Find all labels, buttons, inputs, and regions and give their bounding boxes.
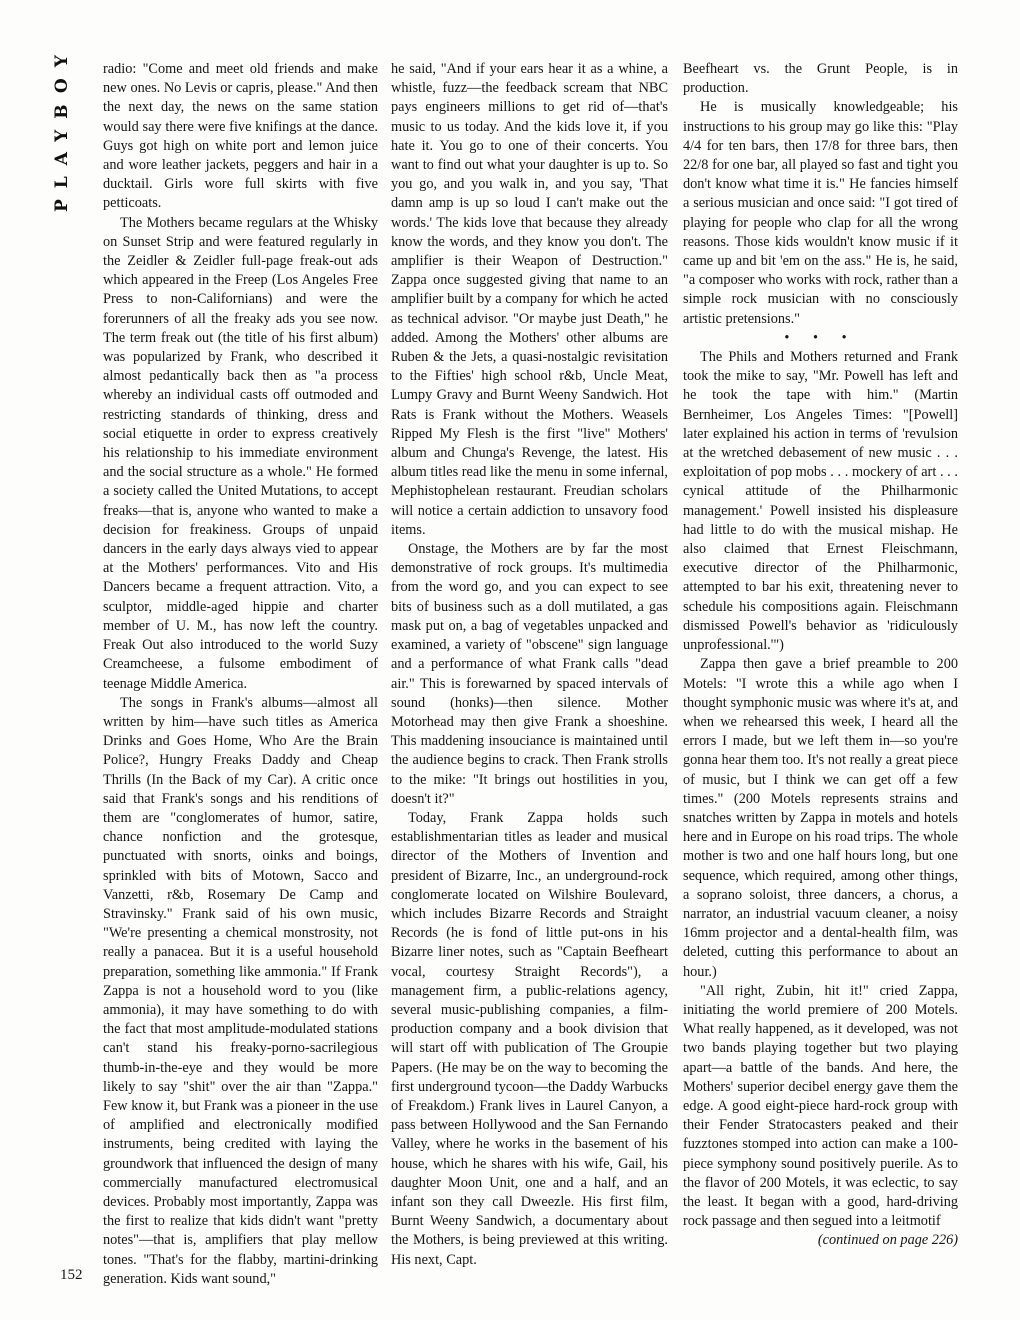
paragraph: Beefheart vs. the Grunt People, is in production. (683, 61, 958, 97)
masthead-vertical (52, 44, 76, 212)
text-column-3 (683, 60, 958, 1251)
masthead-text: PLAYBOY (52, 44, 72, 212)
paragraph: He is musically knowledgeable; his instructions to his group may go like this: "Play 4/4 for ten bars, then 17/8 for three bars, then 22/8 for one bar, all played so fast and tight you don't know what time it is." He fancies himself a serious musician and once said: "I got tired of playing for people who clap for all the wrong reasons. Those kids wouldn't know music if it came up and bit 'em on the ass." He is, he said, "a composer who works with rock, rather than a simple rock musician with no consciously artistic pretensions." (683, 99, 958, 327)
paragraph: radio: "Come and meet old friends and make new ones. No Levis or capris, please." And then the next day, the news on the same station would say there were five knifings at the dance. Guys got high on white port and lemon juice and wore leather jackets, peggers and hair in a ducktail. Girls wore full skirts with five petticoats. (103, 61, 378, 212)
text-column-1 (103, 60, 378, 1289)
paragraph: The Phils and Mothers returned and Frank took the mike to say, "Mr. Powell has left and he took the tape with him." (Martin Bernheimer, Los Angeles Times: "[Powell] later explained his action in terms of 'revulsion at the wretched debasement of new music . . . exploitation of pop mobs . . . mockery of art . . . cynical attitude of the Philharmonic management.' Powell insisted his displeasure had little to do with the musical mishap. He also claimed that Ernest Fleischmann, executive director of the Philharmonic, attempted to bar his exit, threatening never to schedule his compositions again. Fleischmann dismissed Powell's behavior as 'ridiculously unprofessional.'") (683, 349, 958, 654)
paragraph: The Mothers became regulars at the Whisky on Sunset Strip and were featured regularly in the Zeidler & Zeidler full-page freak-out ads which appeared in the Freep (Los Angeles Free Press to non-Californians) and were the forerunners of all the freaky ads you see now. The term freak out (the title of his first album) was popularized by Frank, who described it almost pedantically back then as "a process whereby an individual casts off outmoded and restricting standards of thinking, dress and social etiquette in order to express creatively his relationship to his immediate environment and the social structure as a whole." He formed a society called the United Mutations, to accept freaks—that is, anyone who wanted to make a decision for freakiness. Groups of unpaid dancers in the early days always vied to appear at the Mothers' performances. Vito and His Dancers became a frequent attraction. Vito, a sculptor, middle-aged hippie and charter member of U. M., has now left the country. Freak Out also introduced to the world Suzy Creamcheese, a fulsome embodiment of teenage Middle America. (103, 214, 378, 692)
continued-note: (continued on page 226) (817, 1232, 958, 1249)
page-number: 152 (60, 1267, 83, 1283)
paragraph: "All right, Zubin, hit it!" cried Zappa, initiating the world premiere of 200 Motels. What really happened, as it developed, was not two bands playing together but two playing apart—a battle of the bands. And here, the Mothers' superior decibel energy gave them the edge. A good eight-piece hard-rock group with their Fender Stratocasters peaked and their fuzztones stomped into action can make a 100-piece symphony sound positively puerile. As to the flavor of 200 Motels, it was eclectic, to say the least. It began with a good, hard-driving rock passage and then segued into a leitmotif (683, 982, 958, 1230)
paragraph: Zappa then gave a brief preamble to 200 Motels: "I wrote this a while ago when I thought symphonic music was where it's at, and when we rehearsed this week, I heard all the errors I made, but we left them in—so you're gonna hear them too. It's not really a great piece of music, but I think we can get off a few times." (200 Motels represents strains and snatches written by Zappa in motels and hotels here and in Europe on his road trips. The whole mother is two and one half hours long, but one sequence, which required, among other things, a soprano soloist, three dancers, a chorus, a narrator, an industrial vacuum cleaner, a noisy 16mm projector and a dental-health film, was deleted, cutting this performance to about an hour.) (683, 656, 958, 980)
text-column-2 (391, 60, 668, 1270)
paragraph: he said, "And if your ears hear it as a whine, a whistle, fuzz—the feedback scream that NBC pays engineers millions to get rid of—that's music to us today. And the kids love it, if you hate it. You go to one of their concerts. You want to find out what your daughter is up to. So you go, and you walk in, and you say, 'That damn amp is up so loud I can't make out the words.' The kids love that because they already know the words, and they know you don't. The amplifier is their Weapon of Destruction." Zappa once suggested giving that name to an amplifier built by a company for which he acted as technical advisor. "Or maybe just Death," he added. Among the Mothers' other albums are Ruben & the Jets, a quasi-nostalgic revisitation to the Fifties' high school r&b, Uncle Meat, Lumpy Gravy and Burnt Weeny Sandwich. Hot Rats is Frank without the Mothers. Weasels Ripped My Flesh is the first "live" Mothers' album and Chunga's Revenge, the latest. His album titles read like the menu in some infernal, Mephistophelean restaurant. Freudian scholars will notice a certain addiction to unsavory food items. (391, 61, 668, 538)
paragraph: Today, Frank Zappa holds such establishmentarian titles as leader and musical director of the Mothers of Invention and president of Bizarre, Inc., an underground-rock conglomerate located on Wilshire Boulevard, which includes Bizarre Records and Straight Records (he is fond of little put-ons in his Bizarre liner notes, such as "Captain Beefheart vocal, courtesy Straight Records"), a management firm, a public-relations agency, several music-publishing companies, a film-production company and a book division that will start off with publication of The Groupie Papers. (He may be on the way to becoming the first underground tycoon—the Daddy Warbucks of Freakdom.) Frank lives in Laurel Canyon, a pass between Hollywood and the San Fernando Valley, where he works in the basement of his house, which he shares with his wife, Gail, his daughter Moon Unit, one and a half, and an infant son they call Dweezle. His first film, Burnt Weeny Sandwich, a documentary about the Mothers, is being previewed at this writing. His next, Capt. (391, 809, 668, 1268)
paragraph: The songs in Frank's albums—almost all written by him—have such titles as America Drinks and Goes Home, Who Are the Brain Police?, Hungry Freaks Daddy and Cheap Thrills (In the Back of my Car). A critic once said that Frank's songs and his renditions of them are "conglomerates of humor, satire, chance nonfiction and the grotesque, punctuated with snorts, oinks and boings, sprinkled with bits of Motown, Sacco and Vanzetti, r&b, Rosemary De Camp and Stravinsky." Frank said of his own music, "We're presenting a chemical monstrosity, not really a panacea. But it is a useful household preparation, something like ammonia." If Frank Zappa is not a household word to you (like ammonia), it may have something to do with the fact that most amplitude-modulated stations can't stand his freaky-porno-sacrilegious thumb-in-the-eye and they would be more likely to say "shit" over the air than "Zappa." Few know it, but Frank was a pioneer in the use of amplified and electronically modified instruments, being credited with laying the groundwork that influenced the design of many commercially manufactured electromusical devices. Probably most importantly, Zappa was the first to realize that kids didn't want "pretty notes"—that is, amplifiers that play mellow tones. "That's for the flabby, martini-drinking generation. Kids want sound," (103, 694, 378, 1287)
paragraph: Onstage, the Mothers are by far the most demonstrative of rock groups. It's multimedia from the word go, and you can expect to see bits of business such as a doll mutilated, a gas mask put on, a bag of vegetables unpacked and examined, a variety of "obscene" sign language and a performance of what Frank calls "dead air." This is forewarned by spaced intervals of sound (honks)—then silence. Mother Motorhead may then give Frank a shoeshine. This maddening insouciance is maintained until the audience begins to crack. Then Frank strolls to the mike: "It brings out hostilities in you, doesn't it?" (391, 541, 668, 807)
section-break: • • • (784, 329, 857, 346)
